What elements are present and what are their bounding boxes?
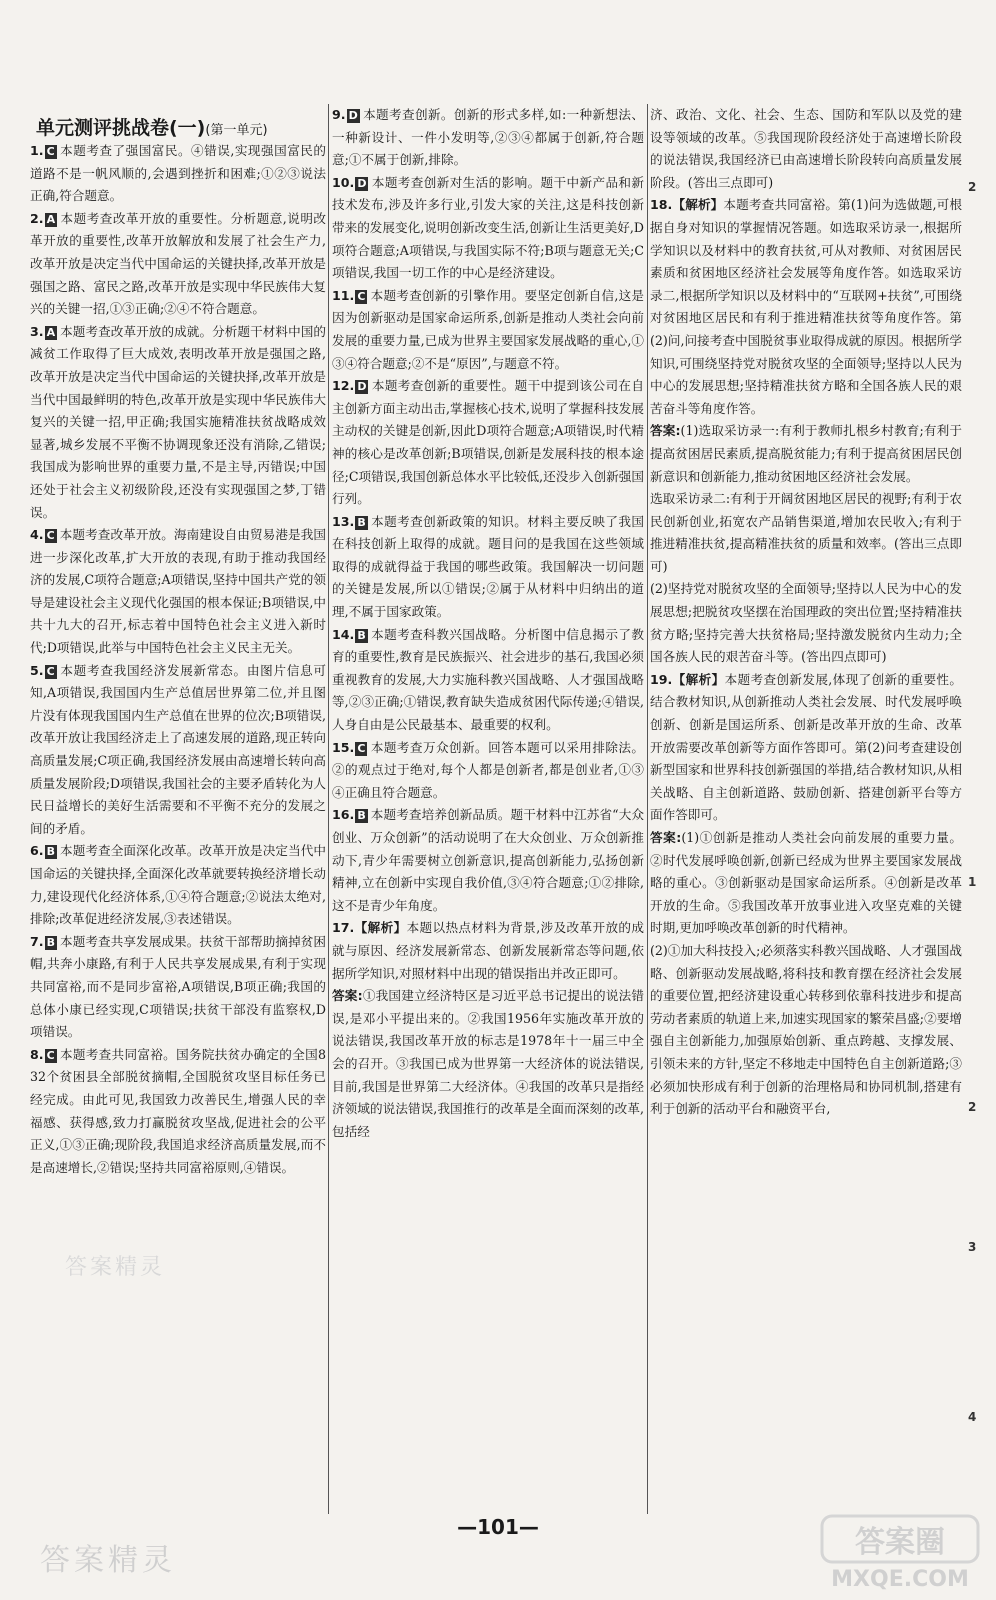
answer-item-19 xyxy=(650,669,962,827)
margin-number: 3 xyxy=(968,1240,977,1254)
item-number: 19. xyxy=(650,671,673,687)
answer-item xyxy=(332,104,644,172)
answer-option-badge: B xyxy=(46,935,55,949)
item-number: 4. xyxy=(30,527,44,543)
answer-text: (1)选取采访录一:有利于教师扎根乡村教育;有利于提高贫困居民素质,提高脱贫能力;有利于提高贫困居民创新意识和创新能力,推动贫困地区经济社会发展。 xyxy=(650,423,962,484)
item-text: 本题考查万众创新。回答本题可以采用排除法。②的观点过于绝对,每个人都是创新者,都是创业者,①③④正确且符合题意。 xyxy=(332,739,644,800)
answer-option-badge: C xyxy=(46,664,55,678)
item-text: 本题考查创新对生活的影响。题干中新产品和新技术发布,涉及许多行业,引发大家的关注,这是科技创新带来的发展变化,说明创新改变生活,创新让生活更美好,D项符合题意;A项错误,与我国实际不符;B项与题意无关;C项错误,我国一切工作的中心是经济建设。 xyxy=(332,174,644,281)
answer-item xyxy=(30,931,326,1044)
answer-option-badge: C xyxy=(46,529,55,543)
answer-label: 答案: xyxy=(650,830,682,845)
answer-option-badge: C xyxy=(357,289,366,303)
answer-text: (1)①创新是推动人类社会向前发展的重要力量。②时代发展呼唤创新,创新已经成为世界主要国家发展战略的重心。③创新驱动是国家命运所系。④创新是改革开放的生命。⑤我国改革开放事业进入攻坚克难的关键时期,更加呼唤改革创新的时代精神。 xyxy=(650,830,962,936)
answer-19-part2: (2)①加大科技投入;必须落实科教兴国战略、人才强国战略、创新驱动发展战略,将科技和教育摆在经济社会发展的重要位置,把经济建设重心转移到依靠科技进步和提高劳动者素质的轨道上来,加速实现国家的繁荣昌盛;②要增强自主创新能力,加强原始创新、重点跨越、支撑发展、引领未来的方针,坚定不移地走中国特色自主创新道路;③必须加快形成有利于创新的治理格局和协同机制,搭建有利于创新的活动平台和融资平台, xyxy=(650,942,962,1117)
answer-option-badge: D xyxy=(357,176,367,190)
item-text: 本题考查创新的重要性。题干中提到该公司在自主创新方面主动出击,掌握核心技术,说明了掌握科技发展主动权的关键是创新,因此D项符合题意;A项错误,时代精神的核心是改革创新;B项错误,创新是发展科技的根本途径;C项错误,我国创新总体水平比较低,还没步入创新强国行列。 xyxy=(332,378,644,507)
logo-url-text: MXQE.COM xyxy=(831,1567,969,1592)
answer-item xyxy=(30,840,326,930)
answer-column-2 xyxy=(332,104,644,1519)
item-text: 本题以热点材料为背景,涉及改革开放的成就与原因、经济发展新常态、创新发展新常态等问题,依据所学知识,对照材料中出现的错误指出并改正即可。 xyxy=(332,920,644,981)
item-text: 本题考查改革开放的成就。分析题干材料中国的减贫工作取得了巨大成效,表明改革开放是强国之路,改革开放是决定当代中国命运的关键抉择,改革开放是当代中国最鲜明的特色,改革开放是实现中华民族伟大复兴的关键一招,甲正确;我国实施精准扶贫战略成效显著,城乡发展不平衡不协调现象还没有消除,乙错误;我国成为影响世界的重要力量,不是主导,丙错误;中国还处于社会主义初级阶段,还没有实现强国之梦,丁错误。 xyxy=(30,323,326,520)
answer-block xyxy=(332,985,644,1143)
item-number: 10. xyxy=(332,174,355,190)
item-text: 本题考查培养创新品质。题干材料中江苏省“大众创业、万众创新”的活动说明了在大众创业、万众创新推动下,青少年需要树立创新意识,提高创新能力,弘扬创新精神,立在创新中实现自我价值,③④符合题意;①②排除,这不是青少年角度。 xyxy=(332,807,644,913)
item-number: 7. xyxy=(30,933,44,949)
item-text: 本题考查了强国富民。④错误,实现强国富民的道路不是一帆风顺的,会遇到挫折和困难;①②③说法正确,符合题意。 xyxy=(30,143,326,204)
analysis-text: 本题考查创新发展,体现了创新的重要性。结合教材知识,从创新推动人类社会发展、时代发展呼唤创新、创新是国运所系、创新是改革开放的生命、改革开放需要改革创新等方面作答即可。第(2)问考查建设创新型国家和世界科技创新强国的举措,结合教材知识,从相关战略、自主创新道路、鼓励创新、搭建创新平台等方面作答即可。 xyxy=(650,671,962,823)
item-number: 17. xyxy=(332,920,355,936)
answer-item xyxy=(332,511,644,624)
answer-option-badge: C xyxy=(357,741,366,755)
item-number: 9. xyxy=(332,107,346,122)
column-divider xyxy=(328,104,329,1514)
watermark-text: 答案精灵 xyxy=(65,1255,166,1280)
item-number: 6. xyxy=(30,843,44,859)
answer-column-3 xyxy=(650,104,962,1519)
answer-item xyxy=(332,285,644,375)
answer-19-part1 xyxy=(650,827,962,940)
answer-item-18 xyxy=(650,194,962,420)
analysis-tag: 【解析】 xyxy=(354,920,407,936)
item-number: 14. xyxy=(332,626,355,642)
answer-option-badge: C xyxy=(46,145,55,158)
logo-text: 答案圈 xyxy=(855,1525,945,1560)
page-number: —101— xyxy=(457,1515,539,1539)
answer-text: ①我国建立经济特区是习近平总书记提出的说法错误,是邓小平提出来的。②我国1956年实施改革开放的说法错误,我国改革开放的标志是1978年十一届三中全会的召开。③我国已成为世界第一大经济体的说法错误,目前,我国是世界第二大经济体。④我国的改革只是指经济领域的说法错误,我国推行的改革是全面而深刻的改革,包括经 xyxy=(332,988,644,1139)
item-number: 13. xyxy=(332,513,355,529)
item-number: 3. xyxy=(30,323,44,339)
item-number: 18. xyxy=(650,197,673,213)
title-subtitle: (第一单元) xyxy=(205,123,268,138)
answer-option-badge: B xyxy=(46,845,55,859)
answer-item xyxy=(332,917,644,985)
answer-18-part1 xyxy=(650,420,962,488)
answer-item xyxy=(30,321,326,524)
answer-option-badge: D xyxy=(357,380,367,394)
item-text: 本题考查创新的引擎作用。要坚定创新自信,这是因为创新驱动是国家命运所系,创新是推动人类社会向前发展的重要力量,已成为世界主要国家发展战略的重心,①③④符合题意;②不是“原因”,与题意不符。 xyxy=(332,287,644,371)
item-text: 本题考查改革开放的重要性。分析题意,说明改革开放的重要性,改革开放解放和发展了社会生产力,改革开放是决定当代中国命运的关键抉择,改革开放是强国之路、富民之路,改革开放是实现中华民族伟大复兴的关键一招,①③正确;②④不符合题意。 xyxy=(30,210,326,317)
item-text: 本题考查全面深化改革。改革开放是决定当代中国命运的关键抉择,全面深化改革就要转换经济增长动力,建设现代化经济体系,①④符合题意;②说法太绝对,排除;改革促进经济发展,③表述错误。 xyxy=(30,843,326,927)
analysis-text: 本题考查共同富裕。第(1)问为选做题,可根据自身对知识的掌握情况答题。如选取采访录一,根据所学知识以及材料中的教育扶贫,可从对教师、对贫困居民素质和贫困地区经济社会发展等角度作答。如选取采访录二,根据所学知识以及材料中的“互联网+扶贫”,可围绕对贫困地区居民和有利于推进精准扶贫等角度作答。第(2)问,问接考查中国脱贫事业取得成就的原因。根据所学知识,可围绕坚持党对脱贫攻坚的全面领导;坚持以人民为中心的发展思想;坚持精准扶贫方略和全国各族人民的艰苦奋斗等角度作答。 xyxy=(650,197,962,416)
answer-option-badge: B xyxy=(357,628,366,642)
item-number: 1. xyxy=(30,143,44,158)
item-number: 8. xyxy=(30,1046,44,1062)
answer-option-badge: B xyxy=(357,515,366,529)
answer-option-badge: B xyxy=(357,809,366,823)
item-number: 5. xyxy=(30,662,44,678)
item-text: 本题考查改革开放。海南建设自由贸易港是我国进一步深化改革,扩大开放的表现,有助于推动我国经济的发展,C项符合题意;A项错误,坚持中国共产党的领导是建设社会主义现代化强国的根本保证;B项错误,中共十九大的召开,标志着中国特色社会主义进入新时代;D项错误,此举与中国特色社会主义民主无关。 xyxy=(30,527,326,656)
answer-item xyxy=(332,804,644,917)
answer-label: 答案: xyxy=(332,988,363,1004)
answer-item xyxy=(332,375,644,511)
item-text: 本题考查科教兴国战略。分析图中信息揭示了教育的重要性,教育是民族振兴、社会进步的基石,我国必须重视教育的发展,大力实施科教兴国战略、人才强国战略等,②③正确;①错误,教育缺失造成贫困代际传递;④错误,人身自由是公民最基本、最重要的权利。 xyxy=(332,626,644,733)
answer-17-continued: 济、政治、文化、社会、生态、国防和军队以及党的建设等领域的改革。⑤我国现阶段经济处于高速增长阶段的说法错误,我国经济已由高速增长阶段转向高质量发展阶段。(答出三点即可) xyxy=(650,107,962,190)
column-divider xyxy=(647,104,648,1514)
answer-item xyxy=(30,524,326,660)
title-text: 单元测评挑战卷(一) xyxy=(36,117,206,139)
answer-item xyxy=(332,737,644,805)
margin-number: 1 xyxy=(968,875,977,889)
answer-item xyxy=(30,140,326,208)
answer-item xyxy=(332,624,644,737)
margin-number: 2 xyxy=(968,180,977,194)
answer-option-badge: D xyxy=(348,109,358,122)
item-number: 11. xyxy=(332,287,355,303)
item-text: 本题考查创新政策的知识。材料主要反映了我国在科技创新上取得的成就。题目问的是我国在这些领域取得的成就得益于我国的哪些政策。我国解决一切问题的关键是发展,所以①错误;②属于从材料中归纳出的道理,不属于国家政策。 xyxy=(332,513,644,620)
item-number: 2. xyxy=(30,210,44,226)
margin-number: 2 xyxy=(968,1100,977,1114)
analysis-tag: 【解析】 xyxy=(672,671,725,687)
item-text: 本题考查创新。创新的形式多样,如:一种新想法、一种新设计、一件小发明等,②③④都属于创新,符合题意;①不属于创新,排除。 xyxy=(332,107,644,168)
answer-item xyxy=(30,1044,326,1180)
watermark-text: 答案精灵 xyxy=(40,1543,176,1578)
answer-item xyxy=(30,660,326,841)
page-title xyxy=(36,113,268,140)
item-text: 本题考查我国经济发展新常态。由图片信息可知,A项错误,我国国内生产总值居世界第二位,并且图片没有体现我国国内生产总值在世界的位次;B项错误,改革开放让我国经济走上了高速发展的道路,现正转向高质量发展;C项正确,我国经济发展由高速增长转向高质量发展阶段;D项错误,我国社会的主要矛盾转化为人民日益增长的美好生活需要和不平衡不充分的发展之间的矛盾。 xyxy=(30,662,326,836)
answer-option-badge: C xyxy=(46,1048,55,1062)
item-number: 15. xyxy=(332,739,355,755)
item-text: 本题考查共享发展成果。扶贫干部帮助摘掉贫困帽,共奔小康路,有利于人民共享发展成果,有利于实现共同富裕,而不是同步富裕,A项错误,B项正确;我国的总体小康已经实现,C项错误;扶贫干部没有监察权,D项错误。 xyxy=(30,933,326,1040)
answer-column-1 xyxy=(30,140,326,1520)
answer-item xyxy=(30,208,326,321)
answer-option-badge: A xyxy=(46,325,56,339)
answer-18-part1b: 选取采访录二:有利于开阔贫困地区居民的视野;有利于农民创新创业,拓宽农产品销售渠道,增加农民收入;有利于推进精准扶贫,提高精准扶贫的质量和效率。(答出三点即可) xyxy=(650,491,962,574)
item-number: 16. xyxy=(332,807,355,823)
watermark-logo xyxy=(820,1512,980,1592)
answer-item xyxy=(332,172,644,285)
answer-label: 答案: xyxy=(650,423,681,439)
analysis-tag: 【解析】 xyxy=(672,197,724,213)
answer-18-part2: (2)坚持党对脱贫攻坚的全面领导;坚持以人民为中心的发展思想;把脱贫攻坚摆在治国理政的突出位置;坚持精准扶贫方略;坚持完善大扶贫格局;坚持激发脱贫内生动力;全国各族人民的艰苦奋斗等。(答出四点即可) xyxy=(650,581,962,665)
item-number: 12. xyxy=(332,378,355,394)
margin-number: 4 xyxy=(968,1410,977,1424)
answer-option-badge: A xyxy=(46,212,56,226)
item-text: 本题考查共同富裕。国务院扶贫办确定的全国832个贫困县全部脱贫摘帽,全国脱贫攻坚目标任务已经完成。由此可见,我国致力改善民生,增强人民的幸福感、获得感,致力打赢脱贫攻坚战,促进社会的公平正义,①③正确;现阶段,我国追求经济高质量发展,而不是高速增长,②错误;坚持共同富裕原则,④错误。 xyxy=(30,1046,326,1175)
